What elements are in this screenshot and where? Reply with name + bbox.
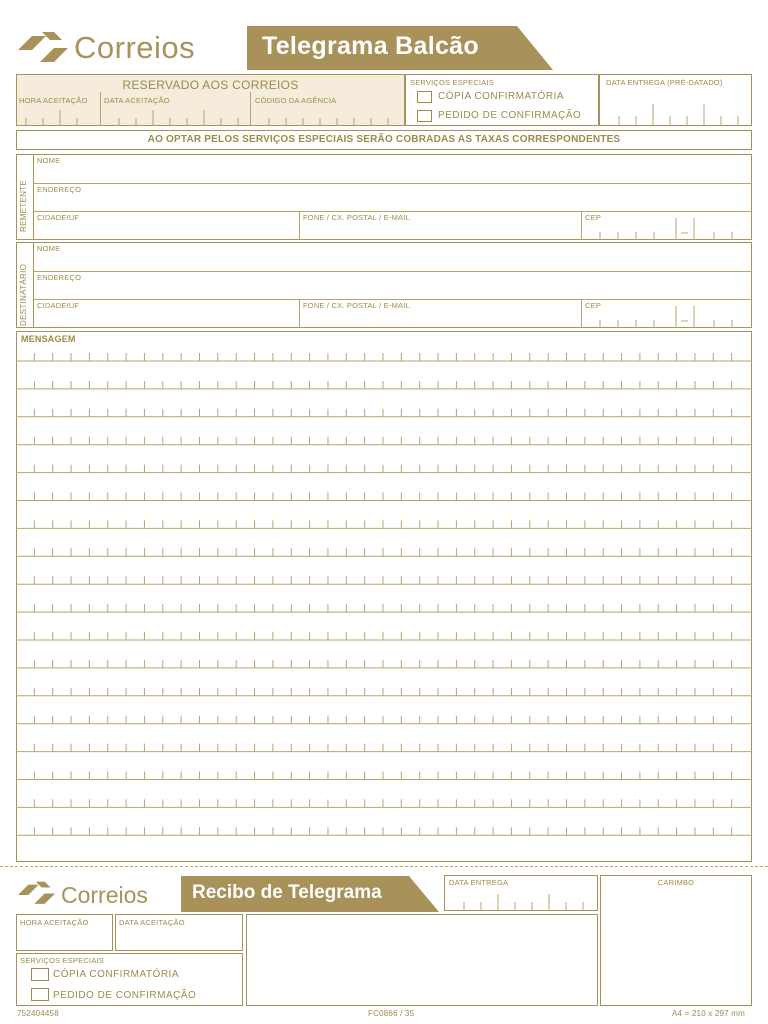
message-grid-lines (16, 331, 752, 862)
sender-nome-field[interactable] (35, 164, 750, 182)
receipt-title: Recibo de Telegrama (192, 882, 382, 903)
sender-fone-field[interactable] (301, 221, 579, 239)
services-title: SERVIÇOS ESPECIAIS (410, 78, 494, 87)
sender-endereco-field[interactable] (35, 193, 750, 210)
delivery-title: DATA ENTREGA (PRÉ-DATADO) (606, 78, 723, 87)
notice-text: AO OPTAR PELOS SERVIÇOS ESPECIAIS SERÃO COBRADAS AS TAXAS CORRESPONDENTES (147, 134, 621, 145)
cut-line (0, 866, 768, 867)
recipient-fone-field[interactable] (301, 309, 579, 327)
receipt-logo-icon (18, 878, 58, 906)
pedido-label: PEDIDO DE CONFIRMAÇÃO (438, 110, 582, 121)
pedido-checkbox[interactable] (417, 110, 432, 122)
receipt-delivery-ticks (444, 892, 598, 911)
data-aceitacao-label: DATA ACEITAÇÃO (104, 96, 170, 105)
recipient-nome-field[interactable] (35, 252, 750, 270)
recipient-cidade-label: CIDADE/UF (37, 301, 80, 310)
reserved-tick-marks (16, 110, 405, 126)
recipient-endereco-field[interactable] (35, 281, 750, 298)
carimbo-label: CARIMBO (657, 878, 695, 887)
receipt-data-field[interactable] (117, 928, 241, 949)
receipt-copia-label: CÓPIA CONFIRMATÓRIA (53, 969, 179, 980)
hora-aceitacao-label: HORA ACEITAÇÃO (19, 96, 88, 105)
recipient-side-label: DESTINATÁRIO (19, 263, 28, 326)
recipient-cidade-field[interactable] (35, 309, 297, 327)
sender-cep-label: CEP (585, 213, 602, 222)
receipt-blank-area[interactable] (246, 914, 598, 1006)
receipt-hora-label: HORA ACEITAÇÃO (20, 918, 89, 927)
copia-checkbox[interactable] (417, 91, 432, 103)
receipt-pedido-checkbox[interactable] (31, 988, 49, 1001)
sender-endereco-label: ENDEREÇO (37, 185, 82, 194)
message-title: MENSAGEM (21, 334, 76, 344)
sender-nome-label: NOME (37, 156, 61, 165)
footer-paper-size: A4 = 210 x 297 mm (672, 1009, 745, 1018)
footer-form-code: FC0866 / 35 (368, 1009, 415, 1018)
sender-cep-ticks (581, 216, 752, 240)
receipt-delivery-label: DATA ENTREGA (449, 878, 509, 887)
recipient-nome-label: NOME (37, 244, 61, 253)
stamp-section[interactable] (600, 875, 752, 1006)
copia-label: CÓPIA CONFIRMATÓRIA (438, 91, 564, 102)
logo-text: Correios (74, 30, 196, 65)
sender-cidade-field[interactable] (35, 221, 297, 239)
receipt-logo-text: Correios (61, 882, 148, 908)
recipient-cep-ticks (581, 304, 752, 328)
page-title: Telegrama Balcão (262, 32, 479, 60)
recipient-fone-label: FONE / CX. POSTAL / E-MAIL (303, 301, 410, 310)
receipt-copia-checkbox[interactable] (31, 968, 49, 981)
receipt-pedido-label: PEDIDO DE CONFIRMAÇÃO (53, 990, 197, 1001)
receipt-services-title: SERVIÇOS ESPECIAIS (20, 956, 104, 965)
receipt-data-label: DATA ACEITAÇÃO (119, 918, 185, 927)
recipient-cep-label: CEP (585, 301, 602, 310)
sender-cidade-label: CIDADE/UF (37, 213, 80, 222)
correios-logo-icon (18, 28, 72, 64)
sender-side-label: REMETENTE (19, 179, 28, 232)
recipient-endereco-label: ENDEREÇO (37, 273, 82, 282)
codigo-agencia-label: CÓDIGO DA AGÊNCIA (255, 96, 337, 105)
delivery-tick-marks (599, 100, 752, 126)
receipt-hora-field[interactable] (18, 928, 111, 949)
sender-fone-label: FONE / CX. POSTAL / E-MAIL (303, 213, 410, 222)
footer-form-number: 752404458 (17, 1009, 59, 1018)
reserved-title: RESERVADO AOS CORREIOS (122, 78, 299, 92)
